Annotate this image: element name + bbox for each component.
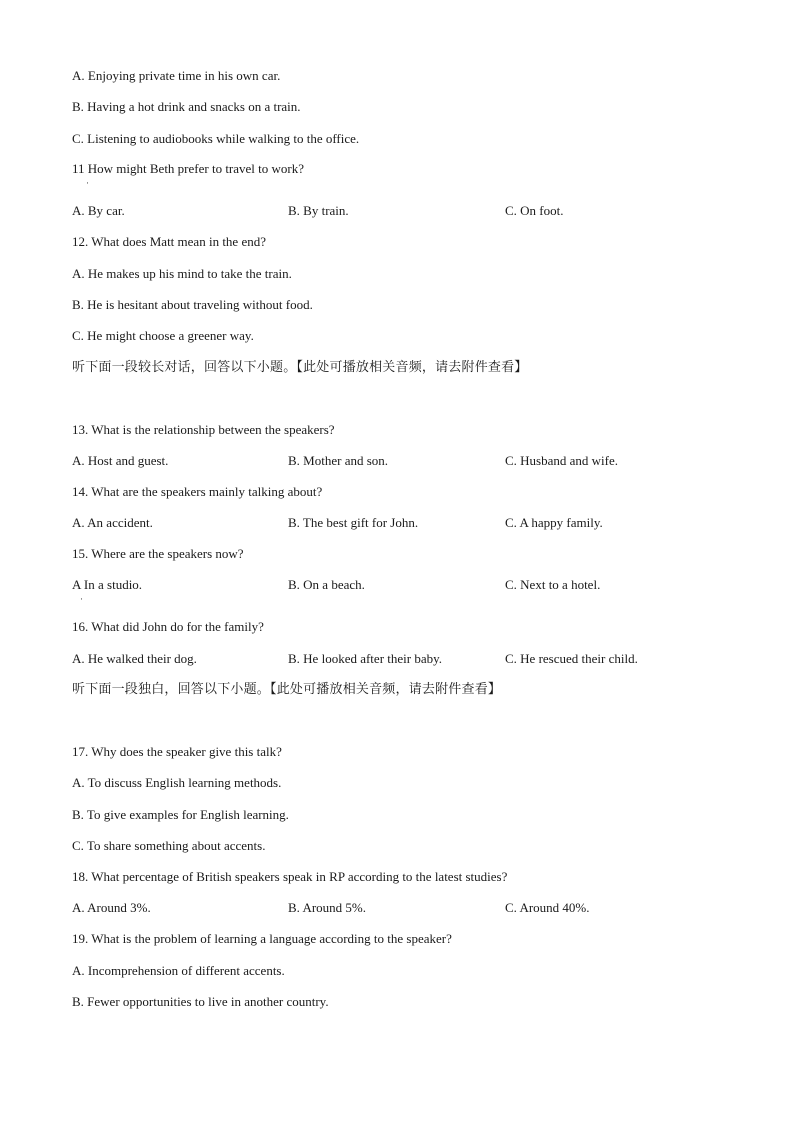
q12-option-a: A. He makes up his mind to take the train.	[72, 266, 292, 281]
q10-option-c: C. Listening to audiobooks while walking to the office.	[72, 131, 360, 146]
stray-dot: ·	[80, 594, 83, 604]
q15-option-c: C. Next to a hotel.	[505, 577, 601, 592]
q17-question: 17. Why does the speaker give this talk?	[72, 744, 282, 759]
q17-option-c: C. To share something about accents.	[72, 838, 266, 853]
q16-option-b: B. He looked after their baby.	[288, 651, 443, 666]
q19-option-b: B. Fewer opportunities to live in another country.	[72, 994, 329, 1009]
q11-option-b: B. By train.	[288, 203, 349, 218]
q16-question: 16. What did John do for the family?	[72, 619, 264, 634]
q14-option-a: A. An accident.	[72, 515, 153, 530]
q16-option-a: A. He walked their dog.	[72, 651, 197, 666]
section-heading-long-dialogue: 听下面一段较长对话，回答以下小题。【此处可播放相关音频，请去附件查看】	[72, 360, 528, 375]
q16-option-c: C. He rescued their child.	[505, 651, 638, 666]
q17-option-a: A. To discuss English learning methods.	[72, 775, 282, 790]
q11-question: 11 How might Beth prefer to travel to work?	[72, 161, 305, 176]
q11-option-c: C. On foot.	[505, 203, 564, 218]
q14-question: 14. What are the speakers mainly talking about?	[72, 484, 323, 499]
q18-option-c: C. Around 40%.	[505, 900, 590, 915]
q19-option-a: A. Incomprehension of different accents.	[72, 963, 285, 978]
q12-option-c: C. He might choose a greener way.	[72, 328, 254, 343]
q15-option-b: B. On a beach.	[288, 577, 365, 592]
q15-question: 15. Where are the speakers now?	[72, 546, 244, 561]
q12-option-b: B. He is hesitant about traveling without food.	[72, 297, 313, 312]
q14-option-c: C. A happy family.	[505, 515, 603, 530]
q15-option-a: A In a studio.	[72, 577, 143, 592]
q13-question: 13. What is the relationship between the speakers?	[72, 422, 335, 437]
stray-dot: ·	[86, 178, 89, 188]
q18-question: 18. What percentage of British speakers speak in RP according to the latest studies?	[72, 869, 508, 884]
q18-option-b: B. Around 5%.	[288, 900, 366, 915]
q13-option-a: A. Host and guest.	[72, 453, 169, 468]
q12-question: 12. What does Matt mean in the end?	[72, 234, 266, 249]
q11-option-a: A. By car.	[72, 203, 125, 218]
q10-option-b: B. Having a hot drink and snacks on a train.	[72, 99, 301, 114]
q17-option-b: B. To give examples for English learning.	[72, 807, 289, 822]
q13-option-b: B. Mother and son.	[288, 453, 389, 468]
q18-option-a: A. Around 3%.	[72, 900, 151, 915]
q13-option-c: C. Husband and wife.	[505, 453, 619, 468]
section-heading-monologue: 听下面一段独白，回答以下小题。【此处可播放相关音频，请去附件查看】	[72, 682, 502, 697]
q14-option-b: B. The best gift for John.	[288, 515, 419, 530]
q10-option-a: A. Enjoying private time in his own car.	[72, 68, 281, 83]
q19-question: 19. What is the problem of learning a language according to the speaker?	[72, 931, 452, 946]
